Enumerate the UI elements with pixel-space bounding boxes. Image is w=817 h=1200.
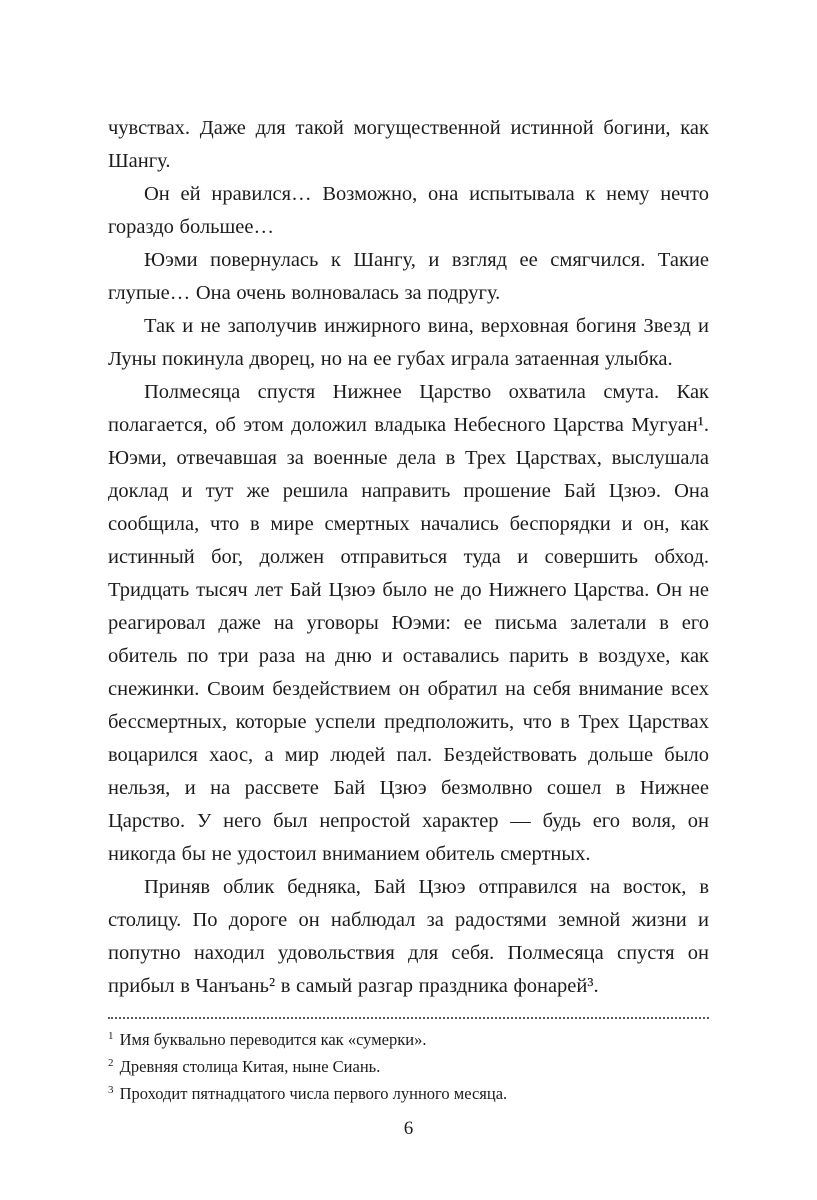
- paragraph: Юэми повернулась к Шангу, и взгляд ее смягчился. Такие глупые… Она очень волновалась за подругу.: [108, 249, 709, 304]
- footnote-text: Проходит пятнадцатого числа первого лунного месяца.: [119, 1084, 508, 1103]
- footnote: [108, 1026, 709, 1053]
- footnote-marker: 1: [108, 1029, 114, 1042]
- footnote-marker: 3: [108, 1083, 114, 1096]
- paragraph: Он ей нравился… Возможно, она испытывала к нему нечто гораздо большее…: [108, 183, 709, 238]
- paragraph: Полмесяца спустя Нижнее Царство охватила смута. Как полагается, об этом доложил владыка Небесного Царства Мугуан¹. Юэми, отвечавшая за военные дела в Трех Царствах, выслушала доклад и тут же решила направить прошение Бай Цзюэ. Она сообщила, что в мире смертных начались беспорядки и он, как истинный бог, должен отправиться туда и совершить обход. Тридцать тысяч лет Бай Цзюэ было не до Нижнего Царства. Он не реагировал даже на уговоры Юэми: ее письма залетали в его обитель по три раза на дню и оставались парить в воздухе, как снежинки. Своим бездействием он обратил на себя внимание всех бессмертных, которые успели предположить, что в Трех Царствах воцарился хаос, а мир людей пал. Бездействовать дольше было нельзя, и на рассвете Бай Цзюэ безмолвно сошел в Нижнее Царство. У него был непростой характер — будь его воля, он никогда бы не удостоил вниманием обитель смертных.: [108, 381, 709, 865]
- footnote-text: Имя буквально переводится как «сумерки».: [119, 1030, 427, 1049]
- paragraph: Так и не заполучив инжирного вина, верховная богиня Звезд и Луны покинула дворец, но на ее губах играла затаенная улыбка.: [108, 315, 709, 370]
- footnote: [108, 1053, 709, 1080]
- paragraph: чувствах. Даже для такой могущественной истинной богини, как Шангу.: [108, 117, 709, 172]
- footnote-text: Древняя столица Китая, ныне Сиань.: [119, 1057, 381, 1076]
- footnote-marker: 2: [108, 1056, 114, 1069]
- footnote-separator: [108, 1017, 709, 1019]
- book-page: [108, 112, 709, 1107]
- page-number: 6: [403, 1118, 414, 1139]
- text-block: [108, 112, 709, 1003]
- paragraph: Приняв облик бедняка, Бай Цзюэ отправился на восток, в столицу. По дороге он наблюдал за радостями земной жизни и попутно находил удовольствия для себя. Полмесяца спустя он прибыл в Чанъань² в самый разгар праздника фонарей³.: [108, 876, 709, 997]
- footnotes-block: [108, 1026, 709, 1107]
- footnote: [108, 1080, 709, 1107]
